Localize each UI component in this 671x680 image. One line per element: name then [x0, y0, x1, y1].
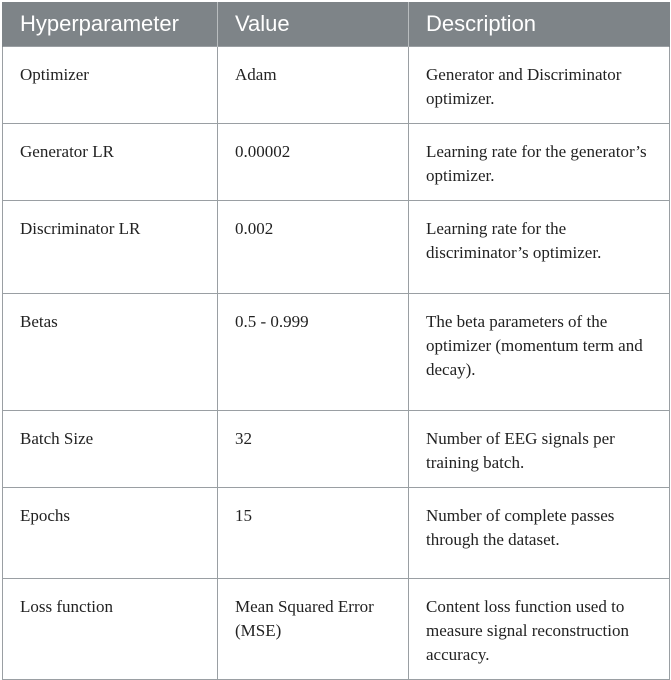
cell-description: Number of EEG signals per training batch. — [409, 411, 670, 488]
cell-hyperparameter: Discriminator LR — [3, 201, 218, 294]
table-row — [3, 488, 670, 579]
header-row — [3, 2, 670, 47]
table-row — [3, 579, 670, 680]
header-value: Value — [218, 2, 409, 47]
hyperparameter-table — [2, 2, 670, 680]
cell-value: Adam — [218, 47, 409, 124]
cell-description: Learning rate for the discriminator’s optimizer. — [409, 201, 670, 294]
cell-description: Content loss function used to measure signal reconstruction accuracy. — [409, 579, 670, 680]
header-description: Description — [409, 2, 670, 47]
cell-description: Learning rate for the generator’s optimizer. — [409, 124, 670, 201]
cell-value: Mean Squared Error (MSE) — [218, 579, 409, 680]
hyperparameter-table-container — [2, 2, 669, 680]
table-row — [3, 411, 670, 488]
cell-value: 15 — [218, 488, 409, 579]
cell-hyperparameter: Optimizer — [3, 47, 218, 124]
cell-description: The beta parameters of the optimizer (momentum term and decay). — [409, 294, 670, 411]
cell-description: Number of complete passes through the dataset. — [409, 488, 670, 579]
cell-hyperparameter: Batch Size — [3, 411, 218, 488]
cell-value: 32 — [218, 411, 409, 488]
cell-hyperparameter: Generator LR — [3, 124, 218, 201]
cell-hyperparameter: Betas — [3, 294, 218, 411]
cell-hyperparameter: Epochs — [3, 488, 218, 579]
cell-hyperparameter: Loss function — [3, 579, 218, 680]
table-row — [3, 294, 670, 411]
header-hyperparameter: Hyperparameter — [3, 2, 218, 47]
cell-value: 0.002 — [218, 201, 409, 294]
cell-value: 0.5 - 0.999 — [218, 294, 409, 411]
table-row — [3, 47, 670, 124]
table-row — [3, 201, 670, 294]
cell-description: Generator and Discriminator optimizer. — [409, 47, 670, 124]
table-row — [3, 124, 670, 201]
cell-value: 0.00002 — [218, 124, 409, 201]
table-header — [3, 2, 670, 47]
table-body — [3, 47, 670, 680]
